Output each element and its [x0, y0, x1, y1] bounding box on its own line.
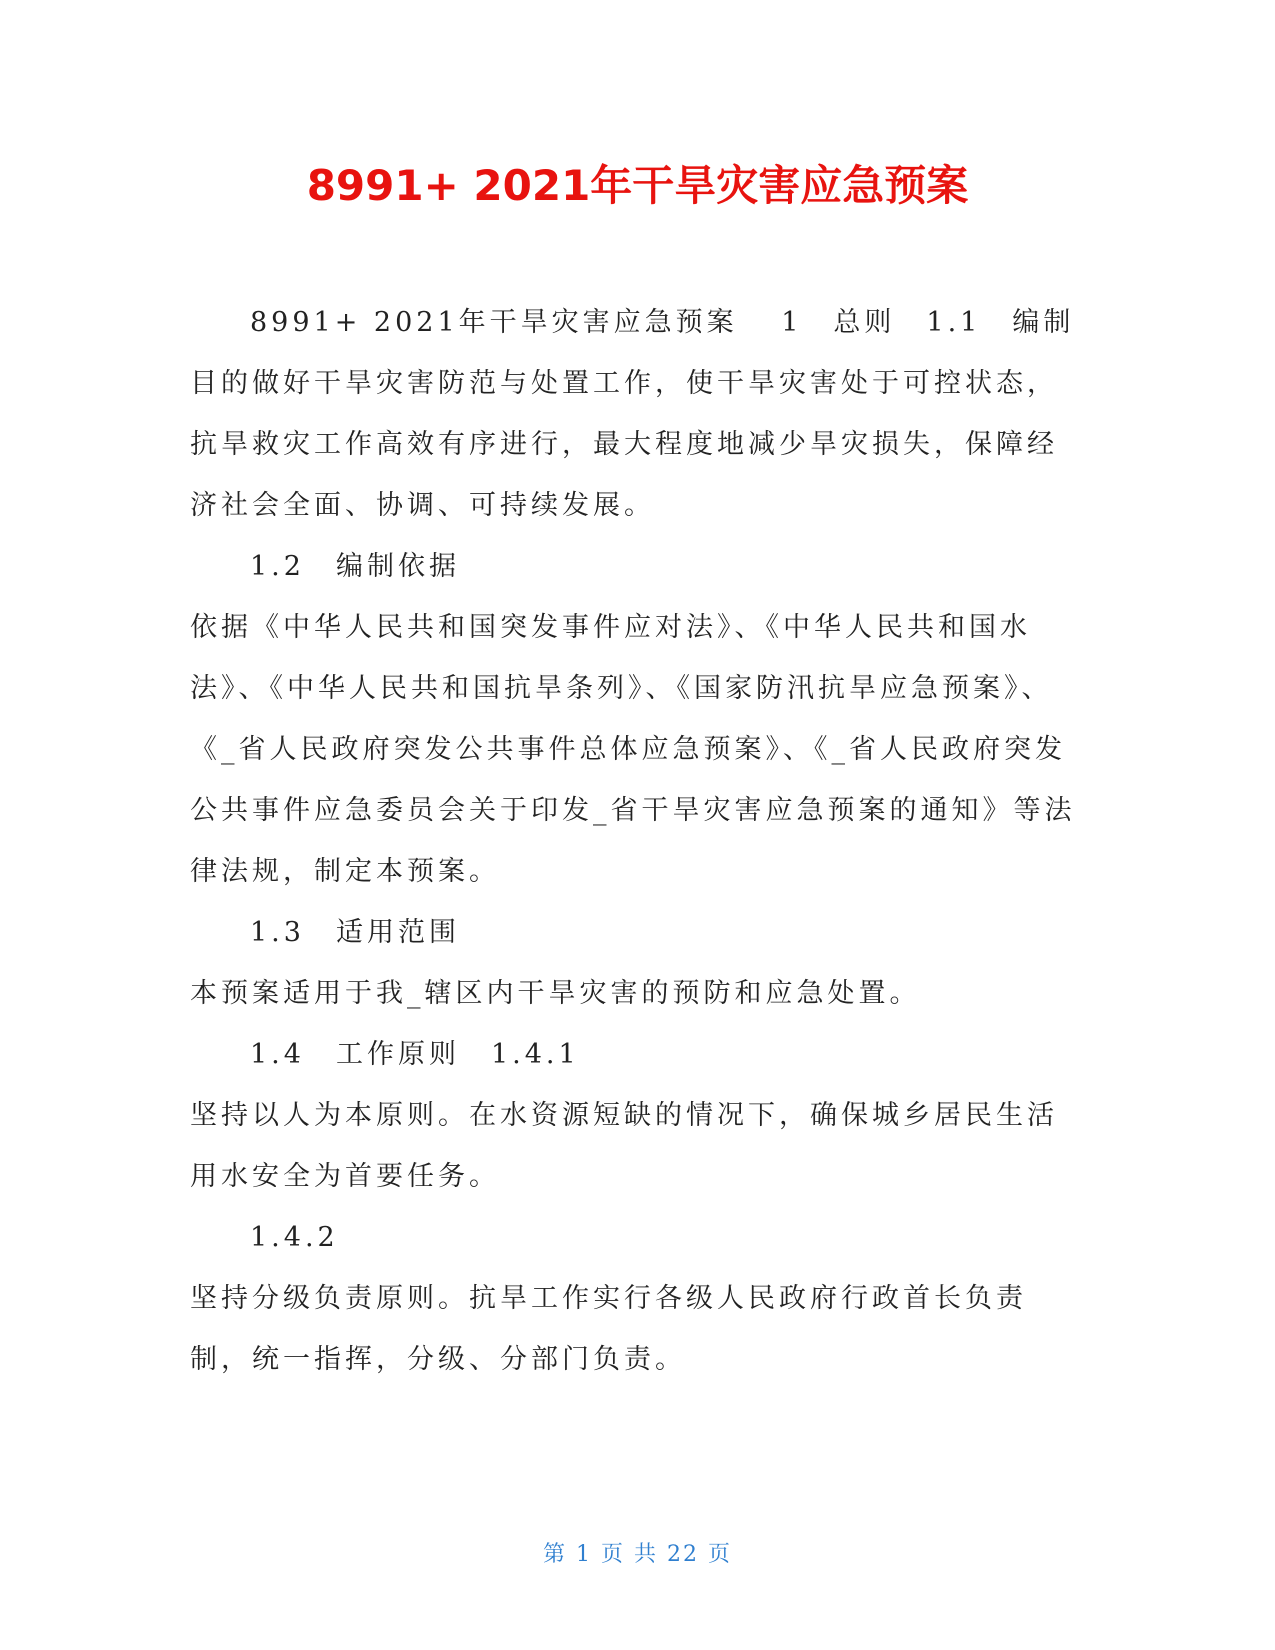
heading-1-2: 1.2 编制依据 [250, 551, 460, 582]
paragraph-principle-1: 坚持以人为本原则。在水资源短缺的情况下，确保城乡居民生活用水安全为首要任务。 [190, 1100, 1058, 1192]
document-title: 8991+ 2021年干旱灾害应急预案 [306, 161, 969, 210]
page-number-footer: 第 1 页 共 22 页 [543, 1542, 732, 1567]
document-body [190, 292, 1085, 1390]
paragraph-basis: 依据《中华人民共和国突发事件应对法》、《中华人民共和国水法》、《中华人民共和国抗旱条列》、《国家防汛抗旱应急预案》、《_省人民政府突发公共事件总体应急预案》、《_省人民政府突发公共事件应急委员会关于印发_省干旱灾害应急预案的通知》等法律法规，制定本预案。 [190, 612, 1076, 887]
heading-1-4: 1.4 工作原则 1.4.1 [250, 1039, 580, 1070]
paragraph-scope: 本预案适用于我_辖区内干旱灾害的预防和应急处置。 [190, 978, 921, 1009]
heading-1-3: 1.3 适用范围 [250, 917, 460, 948]
paragraph-principle-2: 坚持分级负责原则。抗旱工作实行各级人民政府行政首长负责制，统一指挥，分级、分部门负责。 [190, 1283, 1027, 1375]
paragraph-intro: 8991+ 2021年干旱灾害应急预案 1 总则 1.1 编制目的做好干旱灾害防范与处置工作，使干旱灾害处于可控状态，抗旱救灾工作高效有序进行，最大程度地减少旱灾损失，保障经济社会全面、协调、可持续发展。 [190, 307, 1075, 521]
heading-1-4-2: 1.4.2 [250, 1222, 339, 1253]
